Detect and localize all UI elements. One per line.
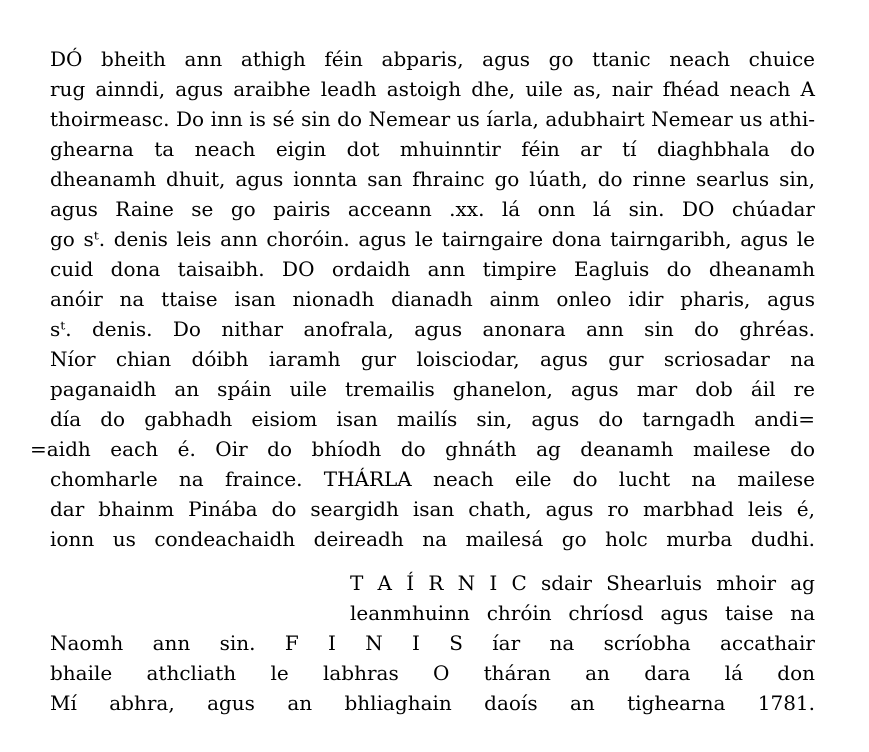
text-line: leanmhuinn chróin chríosd agus taise na xyxy=(350,601,815,625)
text-line: rug ainndi, agus araibhe leadh astoigh dhe, uile as, nair fhéad neach A xyxy=(50,77,815,101)
text-line: cuid dona taisaibh. DO ordaidh ann timpire Eagluis do dheanamh xyxy=(50,257,815,281)
text-line: Níor chian dóibh iaramh gur loisciodar, agus gur scriosadar na xyxy=(50,347,815,371)
text-line: thoirmeasc. Do inn is sé sin do Nemear us íarla, adubhairt Nemear us athi- xyxy=(50,107,815,131)
text-line: ghearna ta neach eigin dot mhuinntir féin ar tí diaghbhala do xyxy=(50,137,815,161)
text-line: dar bhainm Pinába do seargidh isan chath, agus ro marbhad leis é, xyxy=(50,497,815,521)
text-line: =aidh each é. Oir do bhíodh do ghnáth ag deanamh mailese do xyxy=(30,437,815,461)
text-line: dheanamh dhuit, agus ionnta san fhrainc go lúath, do rinne searlus sin, xyxy=(50,167,815,191)
text-line: paganaidh an spáin uile tremailis ghanelon, agus mar dob áil re xyxy=(50,377,815,401)
text-line: ionn us condeachaidh deireadh na mailesá go holc murba dudhi. xyxy=(50,527,815,551)
text-line: DÓ bheith ann athigh féin abparis, agus go ttanic neach chuice xyxy=(50,47,815,71)
text-line: día do gabhadh eisiom isan mailís sin, agus do tarngadh andi= xyxy=(50,407,815,431)
text-line: bhaile athcliath le labhras O tháran an dara lá don xyxy=(50,661,815,685)
text-line: anóir na ttaise isan nionadh dianadh ainm onleo idir pharis, agus xyxy=(50,287,815,311)
text-line: Naomh ann sin. F I N I S íar na scríobha accathair xyxy=(50,631,815,655)
text-line: agus Raine se go pairis acceann .xx. lá onn lá sin. DO chúadar xyxy=(50,197,815,221)
text-line: sᵗ. denis. Do nithar anofrala, agus anonara ann sin do ghréas. xyxy=(50,317,815,341)
text-line: T A Í R N I C sdair Shearluis mhoir ag xyxy=(350,571,815,595)
text-line: chomharle na fraince. THÁRLA neach eile do lucht na mailese xyxy=(50,467,815,491)
text-line: Mí abhra, agus an bhliaghain daoís an tighearna 1781. xyxy=(50,691,815,715)
text-line: go sᵗ. denis leis ann choróin. agus le tairngaire dona tairngaribh, agus le xyxy=(50,227,815,251)
